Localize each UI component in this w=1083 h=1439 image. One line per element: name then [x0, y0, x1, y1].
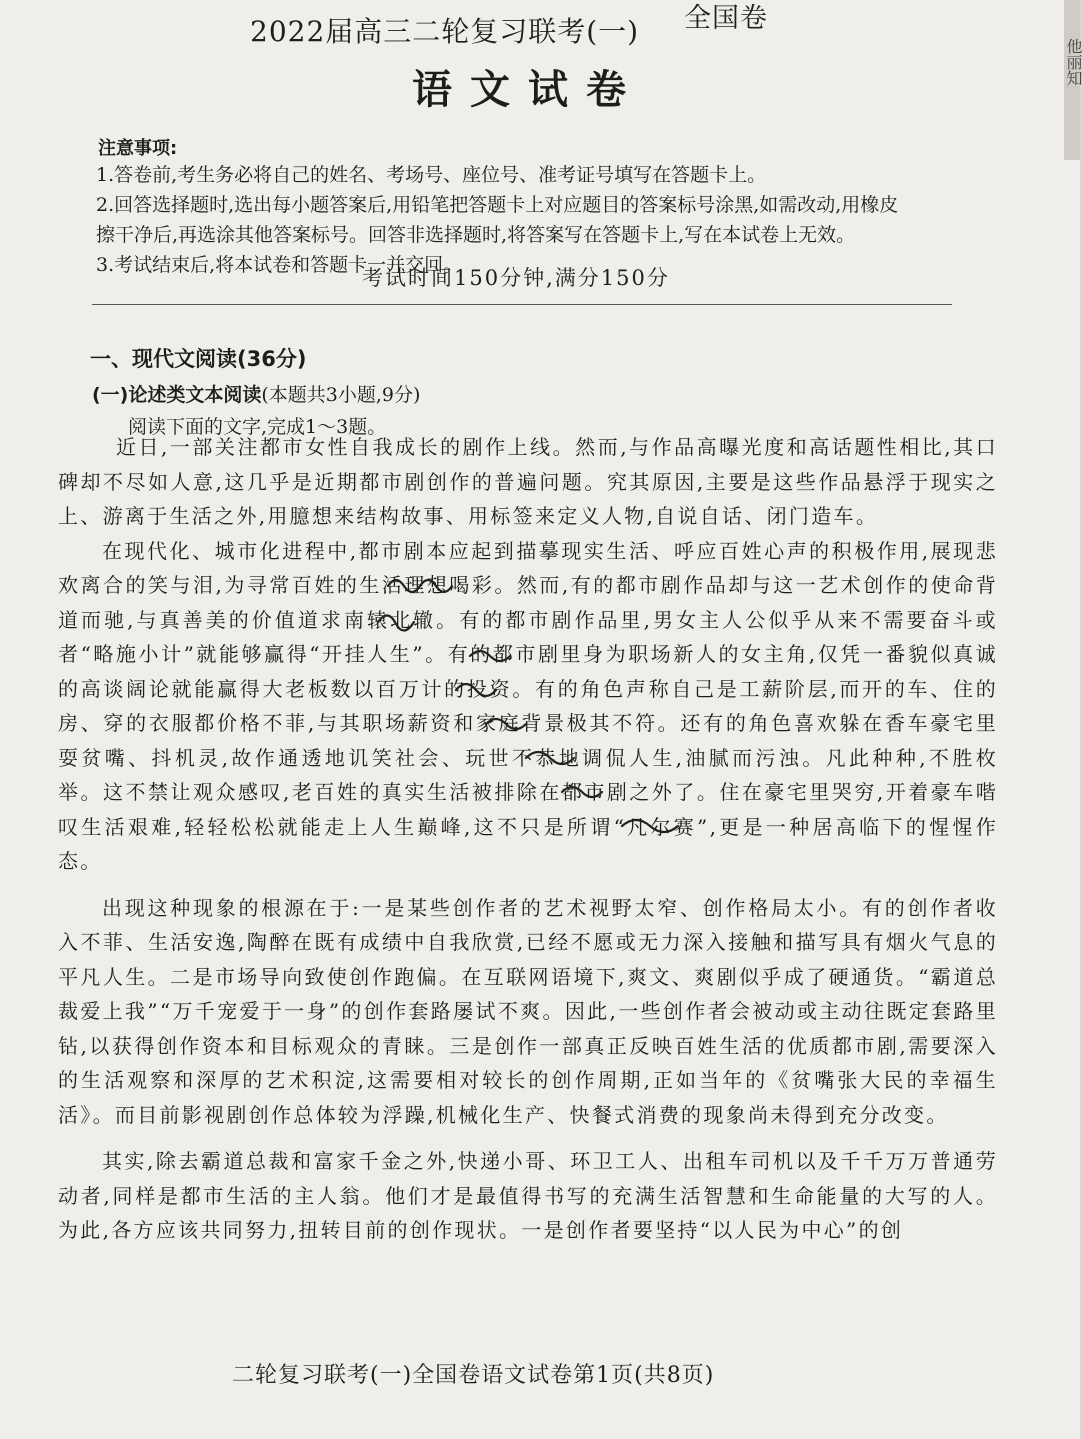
notes-item: 2.回答选择题时,选出每小题答案后,用铅笔把答题卡上对应题目的答案标号涂黑,如需改动,用橡皮 — [96, 194, 899, 216]
passage-paragraph: 出现这种现象的根源在于:一是某些创作者的艺术视野太窄、创作格局太小。有的创作者收入不菲、生活安逸,陶醉在既有成绩中自我欣赏,已经不愿或无力深入接触和描写具有烟火气息的平凡人生。二是市场导向致使创作跑偏。在互联网语境下,爽文、爽剧似乎成了硬通货。“霸道总裁爱上我”“万千宠爱于一身”的创作套路屡试不爽。因此,一些创作者会被动或主动往既定套路里钻,以获得创作资本和目标观众的青睐。三是创作一部真正反映百姓生活的优质都市剧,需要深入的生活观察和深厚的艺术积淀,这需要相对较长的创作周期,正如当年的《贫嘴张大民的幸福生活》。而目前影视剧创作总体较为浮躁,机械化生产、快餐式消费的现象尚未得到充分改变。 — [58, 895, 998, 1127]
page-footer: 二轮复习联考(一)全国卷语文试卷第1页(共8页) — [232, 1363, 715, 1388]
exam-series-title: 2022届高三二轮复习联考(一) — [250, 15, 640, 48]
subsection-note: (本题共3小题,9分) — [261, 384, 421, 406]
reading-passage — [58, 430, 998, 1248]
exam-time-and-score: 考试时间150分钟,满分150分 — [362, 266, 670, 290]
notes-item: 擦干净后,再选涂其他答案标号。回答非选择题时,将答案写在答题卡上,写在本试卷上无效。 — [96, 224, 856, 246]
notes-item: 3.考试结束后,将本试卷和答题卡一并交回。 — [96, 254, 463, 276]
subsection-title — [92, 380, 420, 407]
notes-heading: 注意事项: — [98, 138, 178, 159]
passage-paragraph: 在现代化、城市化进程中,都市剧本应起到描摹现实生活、呼应百姓心声的积极作用,展现悲欢离合的笑与泪,为寻常百姓的生活理想喝彩。然而,有的都市剧作品却与这一艺术创作的使命背道而驰,与真善美的价值道求南辕北辙。有的都市剧作品里,男女主人公似乎从来不需要奋斗或者“略施小计”就能够赢得“开挂人生”。有的都市剧里身为职场新人的女主角,仅凭一番貌似真诚的高谈阔论就能赢得大老板数以百万计的投资。有的角色声称自己是工薪阶层,而开的车、住的房、穿的衣服都价格不菲,与其职场薪资和家庭背景极其不符。还有的角色喜欢躲在香车豪宅里耍贫嘴、抖机灵,故作通透地讥笑社会、玩世不恭地调侃人生,油腻而污浊。凡此种种,不胜枚举。这不禁让观众感叹,老百姓的真实生活被排除在都市剧之外了。住在豪宅里哭穷,开着豪车喈叹生活艰难,轻轻松松就能走上人生巅峰,这不只是所谓“凡尔赛”,更是一种居高临下的惺惺作态。 — [58, 538, 998, 873]
adjacent-page-text: 他丽知 — [1064, 38, 1083, 86]
adjacent-page-edge — [1064, 0, 1083, 160]
passage-paragraph: 近日,一部关注都市女性自我成长的剧作上线。然而,与作品高曝光度和高话题性相比,其口碑却不尽如人意,这几乎是近期都市剧创作的普遍问题。究其原因,主要是这些作品悬浮于现实之上、游离于生活之外,用臆想来结构故事、用标签来定义人物,自说自话、闭门造车。 — [58, 435, 998, 528]
header-divider — [92, 304, 952, 305]
notes-item: 1.答卷前,考生务必将自己的姓名、考场号、座位号、准考证号填写在答题卡上。 — [96, 164, 767, 186]
section-title: 一、现代文阅读(36分) — [90, 347, 307, 371]
subsection-name: (一)论述类文本阅读 — [92, 384, 262, 406]
exam-scope-label: 全国卷 — [684, 3, 768, 34]
passage-paragraph: 其实,除去霸道总裁和富家千金之外,快递小哥、环卫工人、出租车司机以及千千万万普通劳动者,同样是都市生活的主人翁。他们才是最值得书写的充满生活智慧和生命能量的大写的人。为此,各方应该共同努力,扭转目前的创作现状。一是创作者要坚持“以人民为中心”的创 — [58, 1149, 998, 1242]
paper-title: 语文试卷 — [412, 66, 644, 113]
reading-instruction: 阅读下面的文字,完成1～3题。 — [128, 416, 387, 438]
notes-list — [96, 152, 996, 280]
